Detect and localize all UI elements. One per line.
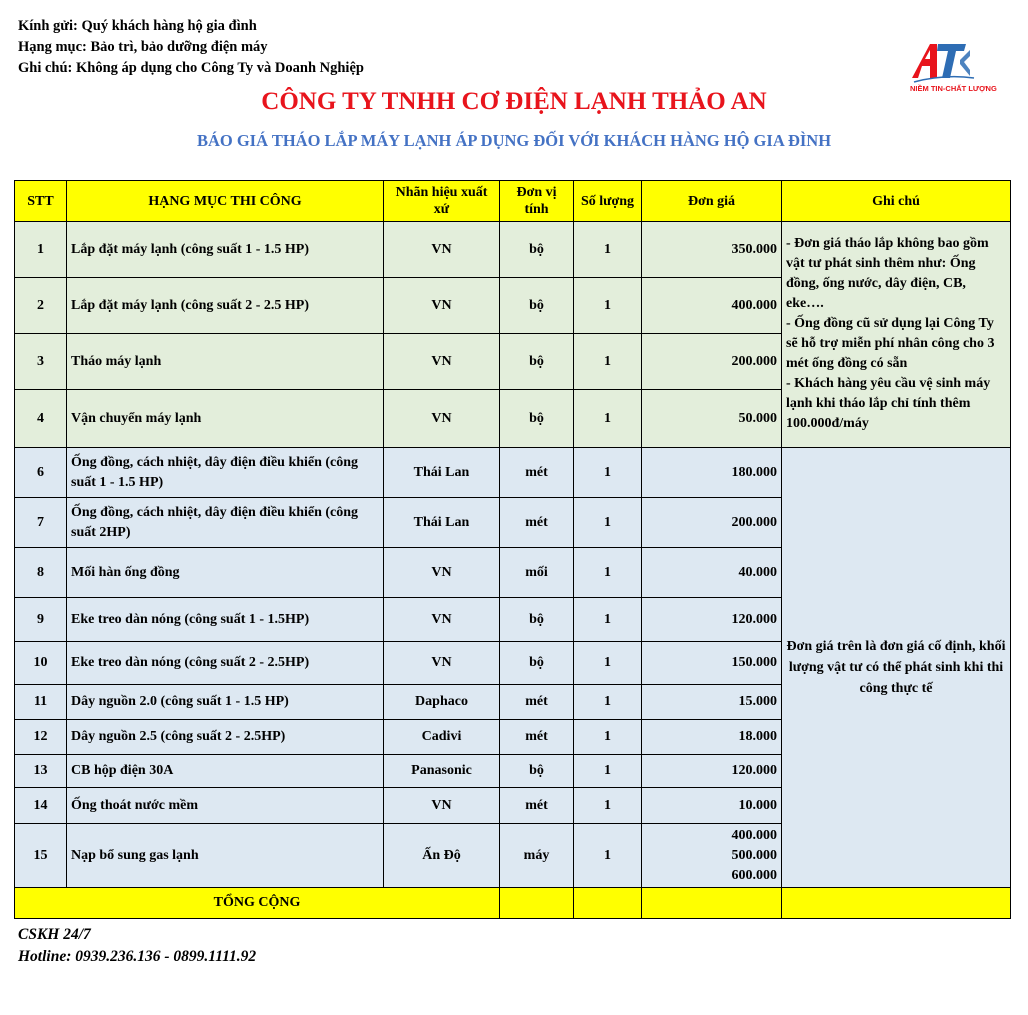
row-stt: 4: [15, 390, 67, 448]
row-brand: VN: [384, 598, 500, 642]
row-stt: 11: [15, 685, 67, 720]
row-item: Lắp đặt máy lạnh (công suất 2 - 2.5 HP): [67, 278, 384, 334]
row-stt: 10: [15, 642, 67, 685]
row-item: Eke treo dàn nóng (công suất 1 - 1.5HP): [67, 598, 384, 642]
row-item: CB hộp điện 30A: [67, 755, 384, 788]
note-line: Ghi chú: Không áp dụng cho Công Ty và Doanh Nghiệp: [18, 60, 364, 76]
row-qty: 1: [574, 498, 642, 548]
table-header-row: [15, 181, 1011, 222]
row-item: Vận chuyển máy lạnh: [67, 390, 384, 448]
header-brand: Nhãn hiệu xuất xứ: [384, 181, 500, 222]
row-stt: 7: [15, 498, 67, 548]
row-unit: bộ: [500, 642, 574, 685]
row-brand: Daphaco: [384, 685, 500, 720]
total-price-cell: [642, 888, 782, 919]
row-brand: VN: [384, 222, 500, 278]
row-qty: 1: [574, 685, 642, 720]
row-item: Dây nguồn 2.5 (công suất 2 - 2.5HP): [67, 720, 384, 755]
row-qty: 1: [574, 755, 642, 788]
row-brand: Cadivi: [384, 720, 500, 755]
row-stt: 6: [15, 448, 67, 498]
row-price: 180.000: [642, 448, 782, 498]
row-unit: mét: [500, 448, 574, 498]
row-item: Nạp bổ sung gas lạnh: [67, 824, 384, 888]
row-stt: 2: [15, 278, 67, 334]
row-price: 15.000: [642, 685, 782, 720]
row-brand: VN: [384, 278, 500, 334]
install-note-3: - Khách hàng yêu cầu vệ sinh máy lạnh khi tháo lắp chỉ tính thêm 100.000đ/máy: [786, 376, 991, 431]
row-unit: bộ: [500, 334, 574, 390]
company-name: CÔNG TY TNHH CƠ ĐIỆN LẠNH THẢO AN: [261, 88, 767, 115]
install-note-1: - Đơn giá tháo lắp không bao gồm vật tư phát sinh thêm như: Ống đồng, ống nước, dây điện, CB, eke….: [786, 236, 989, 311]
row-brand: Ấn Độ: [384, 824, 500, 888]
row-unit: mối: [500, 548, 574, 598]
row-price: 350.000: [642, 222, 782, 278]
row-price: 150.000: [642, 642, 782, 685]
row-price: 120.000: [642, 598, 782, 642]
row-brand: VN: [384, 334, 500, 390]
price-option-1: 400.000: [731, 827, 777, 843]
row-unit: máy: [500, 824, 574, 888]
row-item: Ống đồng, cách nhiệt, dây điện điều khiển (công suất 2HP): [67, 498, 384, 548]
total-qty-cell: [574, 888, 642, 919]
row-qty: 1: [574, 222, 642, 278]
row-unit: mét: [500, 788, 574, 824]
row-qty: 1: [574, 720, 642, 755]
row-brand: Thái Lan: [384, 448, 500, 498]
price-option-2: 500.000: [731, 847, 777, 863]
row-item: Eke treo dàn nóng (công suất 2 - 2.5HP): [67, 642, 384, 685]
hotline: Hotline: 0939.236.136 - 0899.1111.92: [18, 948, 257, 965]
install-note-2: - Ống đồng cũ sử dụng lại Công Ty sẽ hỗ trợ miễn phí nhân công cho 3 mét ống đồng có sẵn: [786, 316, 995, 371]
row-qty: 1: [574, 334, 642, 390]
row-item: Tháo máy lạnh: [67, 334, 384, 390]
row-unit: bộ: [500, 278, 574, 334]
row-stt: 12: [15, 720, 67, 755]
install-note-cell: [782, 222, 1011, 448]
row-stt: 9: [15, 598, 67, 642]
header-qty: Số lượng: [574, 181, 642, 222]
total-unit-cell: [500, 888, 574, 919]
header-price: Đơn giá: [642, 181, 782, 222]
header-stt: STT: [15, 181, 67, 222]
row-brand: VN: [384, 642, 500, 685]
row-item: Mối hàn ống đồng: [67, 548, 384, 598]
greeting-line: Kính gửi: Quý khách hàng hộ gia đình: [18, 18, 257, 34]
row-unit: mét: [500, 720, 574, 755]
row-price: 200.000: [642, 498, 782, 548]
logo-slogan: NIỀM TIN-CHẤT LƯỢNG: [910, 84, 997, 93]
row-price: 18.000: [642, 720, 782, 755]
row-unit: bộ: [500, 598, 574, 642]
row-brand: Thái Lan: [384, 498, 500, 548]
row-qty: 1: [574, 548, 642, 598]
row-unit: mét: [500, 685, 574, 720]
row-item: Ống đồng, cách nhiệt, dây điện điều khiển (công suất 1 - 1.5 HP): [67, 448, 384, 498]
row-qty: 1: [574, 390, 642, 448]
row-qty: 1: [574, 642, 642, 685]
total-note-cell: [782, 888, 1011, 919]
row-price: 50.000: [642, 390, 782, 448]
table-row: [15, 222, 1011, 278]
header-unit: Đơn vị tính: [500, 181, 574, 222]
row-price: 400.000: [642, 278, 782, 334]
total-label: TỔNG CỘNG: [15, 888, 500, 919]
row-price: 200.000: [642, 334, 782, 390]
cskh-label: CSKH 24/7: [18, 926, 91, 943]
row-brand: VN: [384, 390, 500, 448]
row-qty: 1: [574, 824, 642, 888]
row-unit: mét: [500, 498, 574, 548]
table-row: [15, 448, 1011, 498]
total-row: [15, 888, 1011, 919]
quote-subtitle: BÁO GIÁ THÁO LẮP MÁY LẠNH ÁP DỤNG ĐỐI VỚI KHÁCH HÀNG HỘ GIA ĐÌNH: [196, 131, 832, 150]
row-item: Lắp đặt máy lạnh (công suất 1 - 1.5 HP): [67, 222, 384, 278]
row-item: Dây nguồn 2.0 (công suất 1 - 1.5 HP): [67, 685, 384, 720]
row-unit: bộ: [500, 755, 574, 788]
category-line: Hạng mục: Bảo trì, bảo dưỡng điện máy: [18, 39, 268, 55]
row-brand: Panasonic: [384, 755, 500, 788]
price-option-3: 600.000: [731, 867, 777, 883]
row-stt: 14: [15, 788, 67, 824]
row-stt: 8: [15, 548, 67, 598]
row-price: 40.000: [642, 548, 782, 598]
row-qty: 1: [574, 278, 642, 334]
row-brand: VN: [384, 548, 500, 598]
row-price: 10.000: [642, 788, 782, 824]
row-price-range: [642, 824, 782, 888]
materials-note: Đơn giá trên là đơn giá cố định, khối lượng vật tư có thể phát sinh khi thi công thực tế: [782, 448, 1011, 888]
row-qty: 1: [574, 598, 642, 642]
row-brand: VN: [384, 788, 500, 824]
row-stt: 1: [15, 222, 67, 278]
header-item: HẠNG MỤC THI CÔNG: [67, 181, 384, 222]
row-unit: bộ: [500, 390, 574, 448]
row-stt: 3: [15, 334, 67, 390]
row-stt: 15: [15, 824, 67, 888]
price-table: [14, 180, 1011, 919]
row-unit: bộ: [500, 222, 574, 278]
row-stt: 13: [15, 755, 67, 788]
row-qty: 1: [574, 788, 642, 824]
row-item: Ống thoát nước mềm: [67, 788, 384, 824]
row-qty: 1: [574, 448, 642, 498]
row-price: 120.000: [642, 755, 782, 788]
header-note: Ghi chú: [782, 181, 1011, 222]
